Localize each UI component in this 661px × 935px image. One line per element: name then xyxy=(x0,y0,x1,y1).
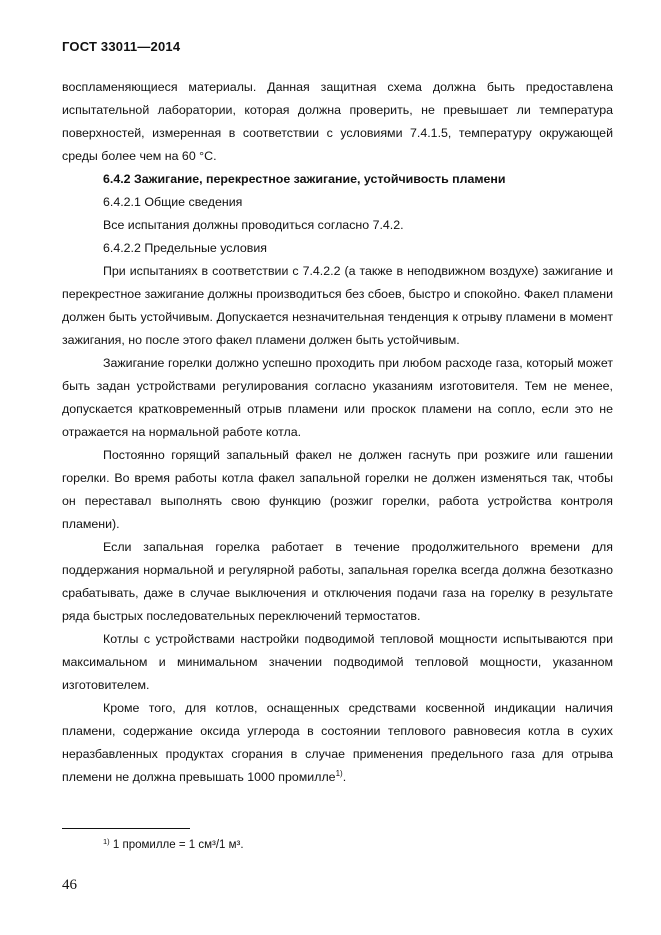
footnote-text: 1 промилле = 1 см³/1 м³. xyxy=(112,839,244,851)
paragraph-continuation: воспламеняющиеся материалы. Данная защитная схема должна быть предоставлена испытательной лаборатории, которая должна проверить, не превышает ли температура поверхностей, измеренная в соответствии с условиями 7.4.1.5, температуру окружающей среды более чем на 60 °С. xyxy=(62,80,613,163)
document-standard-header: ГОСТ 33011—2014 xyxy=(62,39,181,54)
paragraph-ignition-conditions: При испытаниях в соответствии с 7.4.2.2 (а также в неподвижном воздухе) зажигание и перекрестное зажигание должны производиться без сбоев, быстро и спокойно. Факел пламени должен быть устойчивым. Допускается незначительная тенденция к отрыву пламени в момент зажигания, но после этого факел пламени должен быть устойчивым. xyxy=(62,264,613,347)
paragraph-burner-ignition: Зажигание горелки должно успешно проходить при любом расходе газа, который может быть задан устройствами регулирования согласно указаниям изготовителя. Тем не менее, допускается кратковременный отрыв пламени или проскок пламени на сопло, если это не отражается на нормальной работе котла. xyxy=(62,356,613,439)
footnote xyxy=(103,837,244,853)
paragraph-pilot-burner-operation: Если запальная горелка работает в течение продолжительного времени для поддержания нормальной и регулярной работы, запальная горелка всегда должна безотказно срабатывать, даже в случае выключения и отключения подачи газа на горелку в результате ряда быстрых последовательных переключений термостатов. xyxy=(62,540,613,623)
footnote-marker: 1) xyxy=(103,837,110,846)
footnote-reference: 1) xyxy=(335,769,343,778)
section-heading-6-4-2: 6.4.2 Зажигание, перекрестное зажигание, устойчивость пламени xyxy=(103,172,506,186)
paragraph-pilot-flame: Постоянно горящий запальный факел не должен гаснуть при розжиге или гашении горелки. Во время работы котла факел запальной горелки не должен изменяться так, чтобы он переставал выполнять свою функцию (розжиг горелки, работа устройства контроля пламени). xyxy=(62,448,613,531)
body-text xyxy=(62,76,613,789)
subsection-heading-6-4-2-1: 6.4.2.1 Общие сведения xyxy=(103,195,243,209)
page-number: 46 xyxy=(62,877,77,893)
paragraph-tests-reference: Все испытания должны проводиться согласно 7.4.2. xyxy=(103,218,404,232)
subsection-heading-6-4-2-2: 6.4.2.2 Предельные условия xyxy=(103,241,267,255)
footnote-divider xyxy=(62,828,190,829)
paragraph-heat-input-adjustment: Котлы с устройствами настройки подводимой тепловой мощности испытываются при максимальном и минимальном значении подводимой тепловой мощности, указанном изготовителем. xyxy=(62,632,613,692)
paragraph-carbon-monoxide-text: Кроме того, для котлов, оснащенных средствами косвенной индикации наличия пламени, содержание оксида углерода в состоянии теплового равновесия котла в сухих неразбавленных продуктах сгорания в случае применения предельного газа для отрыва племени не должна превышать 1000 промилле xyxy=(62,701,613,784)
sentence-end: . xyxy=(342,770,347,784)
paragraph-carbon-monoxide-limit xyxy=(62,697,613,789)
